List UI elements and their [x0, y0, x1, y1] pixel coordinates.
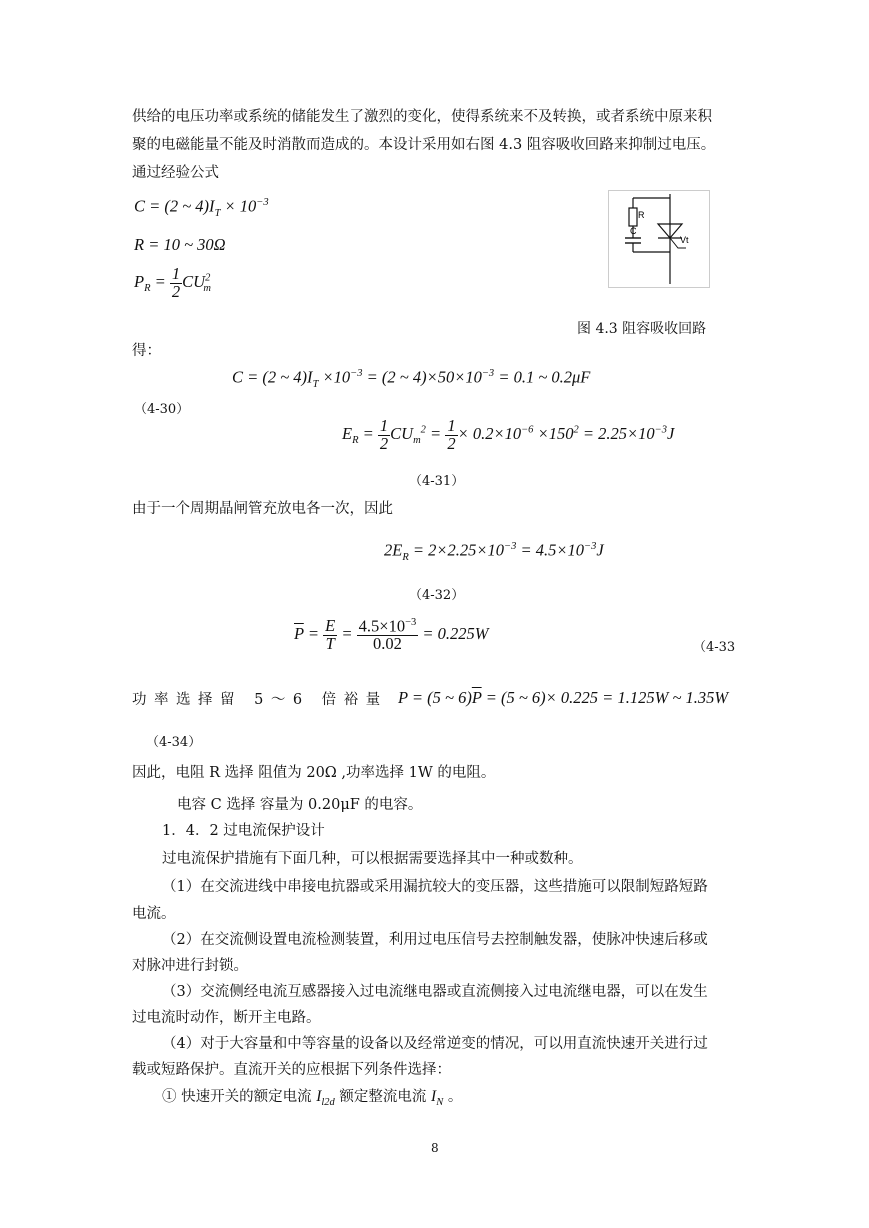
paragraph-line: 供给的电压功率或系统的储能发生了激烈的变化，使得系统来不及转换，或者系统中原来积	[132, 109, 712, 125]
list-item: 对脉冲进行封锁。	[132, 958, 248, 974]
paragraph-line: 功率选择留 5～6 倍裕量	[132, 692, 388, 708]
paragraph-line: 电容 C 选择 容量为 0.20μF 的电容。	[177, 797, 423, 813]
figure-caption: 图 4.3 阻容吸收回路	[577, 321, 707, 337]
equation-number: （4-31）	[409, 474, 465, 489]
paragraph-line: 得：	[132, 343, 161, 359]
item5-end: 。	[447, 1089, 463, 1105]
formula-capacitance: C = (2 ~ $4)I_T \times 10^{-3}$	[134, 196, 269, 219]
symbol-i-l2d: $I_{l2d}$	[316, 1088, 335, 1109]
equation-4-30: C = (2 ~ $4)I_T \times 10^{-3} = (2$ ~ $4)\times 50\times 10^{-3} = 0.1$ ~ 0.2μF	[232, 367, 591, 390]
list-item: （2）在交流侧设置电流检测装置，利用过电压信号去控制触发器，使脉冲快速后移或	[162, 932, 708, 948]
equation-number: （4-30）	[134, 402, 190, 417]
list-item: （4）对于大容量和中等容量的设备以及经常逆变的情况，可以用直流快速开关进行过	[162, 1036, 708, 1052]
equation-number: （4-32）	[409, 588, 465, 603]
paragraph-line: 聚的电磁能量不能及时消散而造成的。本设计采用如右图 4.3 阻容吸收回路来抑制过电压。	[132, 137, 716, 153]
list-item: 载或短路保护。直流开关的应根据下列条件选择：	[132, 1062, 451, 1078]
equation-4-32: $2E_R = 2\times 2.25\times 10^{-3} = 4.5\times 10^{-3}J$	[384, 540, 604, 563]
paragraph-line: 因此，电阻 R 选择 阻值为 20Ω ,功率选择 1W 的电阻。	[132, 765, 496, 781]
label-r: R	[638, 210, 645, 220]
label-vt: Vt	[680, 235, 689, 245]
list-item: （3）交流侧经电流互感器接入过电流继电器或直流侧接入过电流继电器，可以在发生	[162, 984, 708, 1000]
label-c: C	[630, 226, 637, 236]
formula-power: $P_R$ = $\frac{1}{2}$ $CU^2_m$	[134, 264, 211, 301]
list-item: 电流。	[132, 906, 176, 922]
equation-4-34: P = (5 ~ $6)\overline{P} = (5$ ~ 6)× 0.225 = 1.125W ~ 1.35W	[398, 688, 729, 707]
symbol-i-n: $I_N$	[431, 1088, 444, 1109]
equation-number: （4-34）	[146, 735, 202, 750]
equation-4-31: $E_R$ = $\frac{1}{2}$ $CU_m^2$ = $\frac{1}{2}$ × $0.2\times 10^{-6} \times 150^2 = 2.25\times 10^{-3}J$	[342, 416, 675, 453]
formula-resistance: R = 10 ~ 30Ω	[134, 235, 226, 254]
paragraph-line: 由于一个周期晶闸管充放电各一次，因此	[132, 501, 393, 517]
equation-4-33: $\overline{P}$ = $\frac{E}{T}$ = $\frac{4.5\times 10^{-3}}{0.02}$ = 0.225W	[294, 616, 489, 653]
rc-snubber-circuit-diagram	[608, 190, 710, 288]
paragraph-line: 过电流保护措施有下面几种，可以根据需要选择其中一种或数种。	[162, 851, 583, 867]
section-heading: 1．4．2 过电流保护设计	[162, 823, 325, 839]
item5-mid: 额定整流电流	[339, 1089, 427, 1105]
list-item: 过电流时动作，断开主电路。	[132, 1010, 321, 1026]
paragraph-line: 通过经验公式	[132, 165, 219, 181]
item5-prefix: ① 快速开关的额定电流	[162, 1089, 312, 1105]
list-item: （1）在交流进线中串接电抗器或采用漏抗较大的变压器，这些措施可以限制短路短路	[162, 879, 708, 895]
list-item	[162, 1089, 462, 1109]
equation-number: （4-33	[693, 640, 736, 655]
page-number: 8	[431, 1141, 439, 1155]
